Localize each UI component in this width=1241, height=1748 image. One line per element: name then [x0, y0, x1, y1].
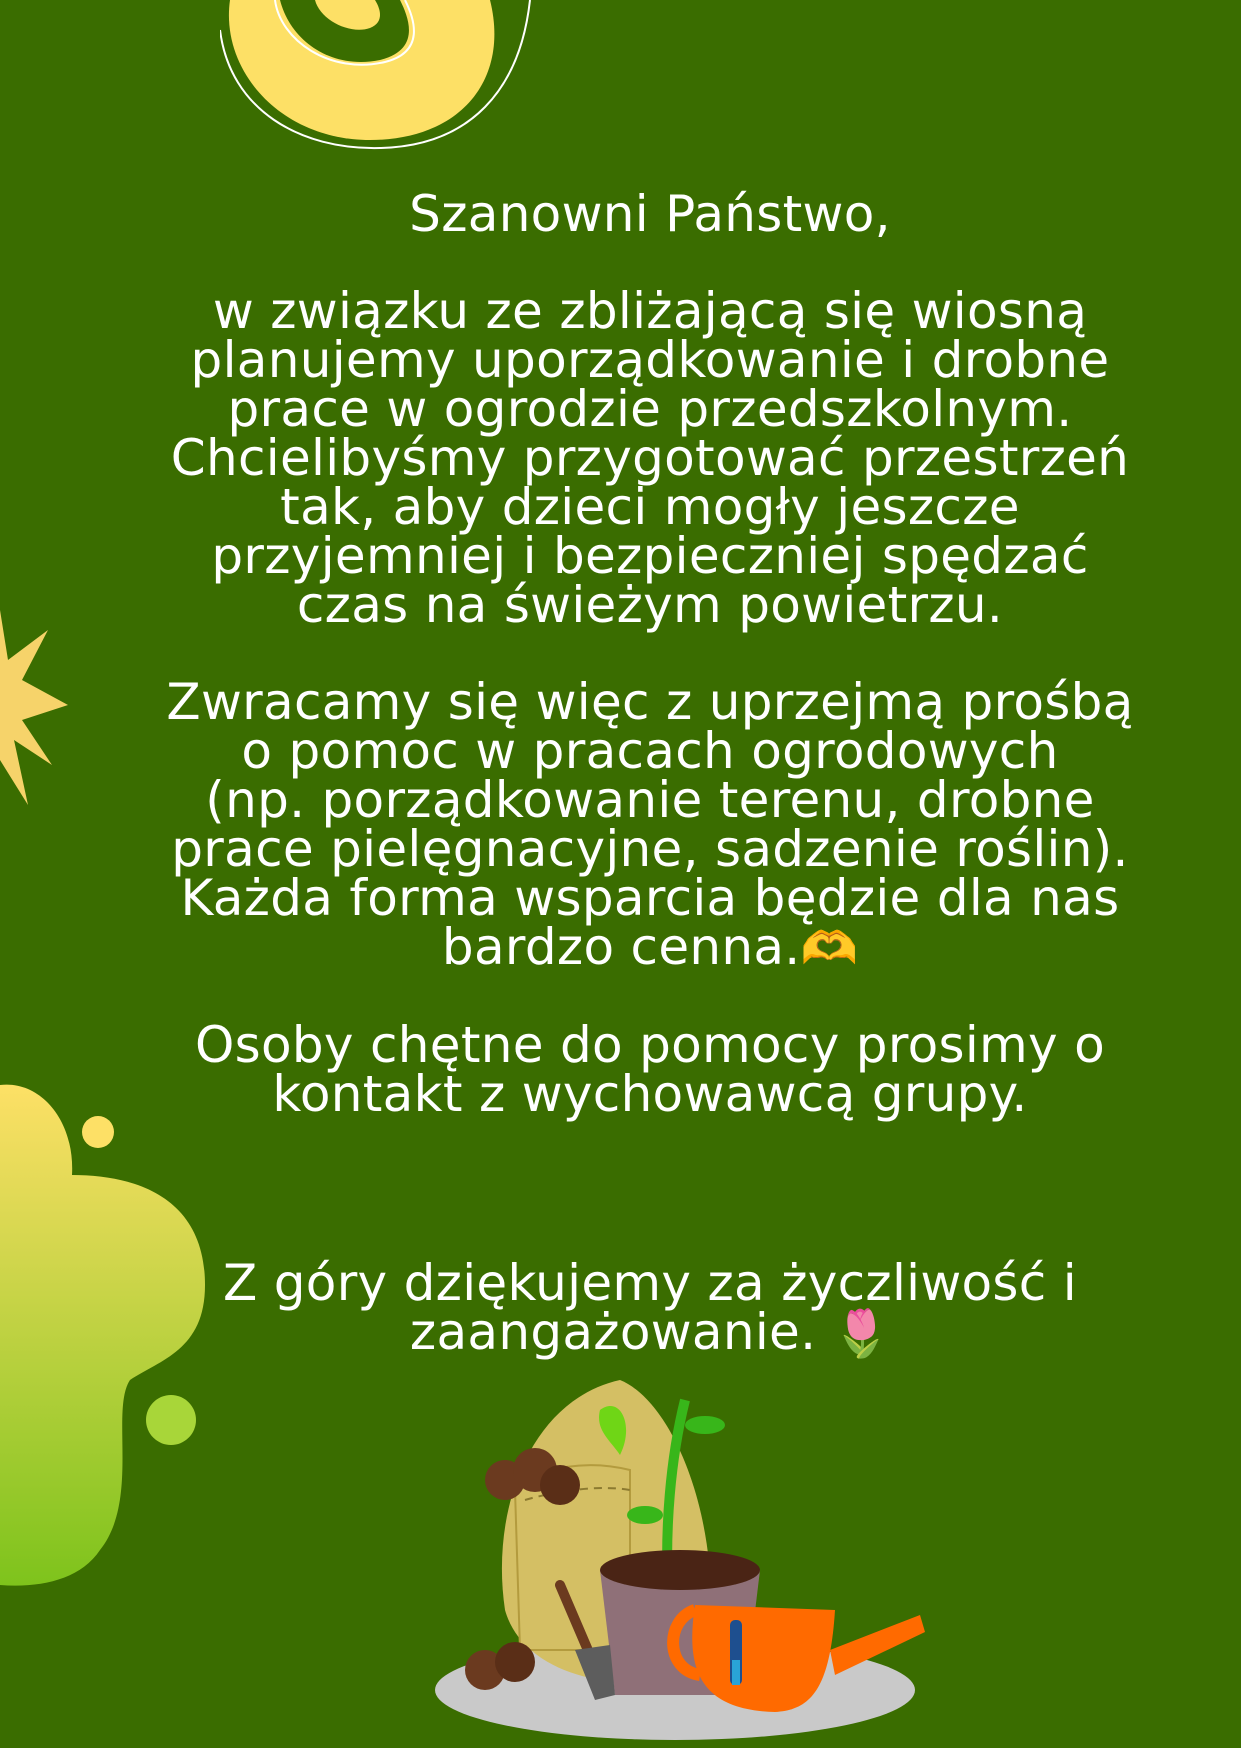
paragraph-help-request — [100, 673, 1200, 976]
paragraph1-line: w związku ze zbliżającą się wiosną — [212, 282, 1088, 340]
closing-thanks — [100, 1254, 1200, 1361]
paragraph3-line: kontakt z wychowawcą grupy. — [272, 1065, 1028, 1123]
sunburst-icon — [0, 600, 80, 820]
paragraph1-line: planujemy uporządkowanie i drobne — [190, 331, 1110, 389]
paragraph2-last-line — [100, 918, 1200, 976]
paragraph2-line: (np. porządkowanie terenu, drobne — [205, 771, 1095, 829]
paragraph-contact — [100, 1016, 1200, 1123]
closing-last-line — [100, 1303, 1200, 1361]
closing-line: zaangażowanie. — [409, 1303, 833, 1361]
paragraph1-line: tak, aby dzieci mogły jeszcze — [280, 478, 1020, 536]
paragraph2-line: prace pielęgnacyjne, sadzenie roślin). — [171, 820, 1129, 878]
paragraph2-line: Zwracamy się więc z uprzejmą prośbą — [166, 673, 1134, 731]
paragraph2-line: Każda forma wsparcia będzie dla nas — [180, 869, 1120, 927]
paragraph3-line: Osoby chętne do pomocy prosimy o — [194, 1016, 1106, 1074]
paragraph1-line: Chcielibyśmy przygotować przestrzeń — [170, 429, 1130, 487]
closing-line: Z góry dziękujemy za życzliwość i — [223, 1254, 1077, 1312]
greeting: Szanowni Państwo, — [409, 185, 891, 243]
garden-tools-illustration — [430, 1370, 940, 1748]
paragraph2-line: bardzo cenna. — [441, 918, 801, 976]
paragraph1-line: prace w ogrodzie przedszkolnym. — [227, 380, 1073, 438]
heart-hands-icon: 🫶 — [800, 921, 859, 975]
paragraph1-line: przyjemniej i bezpieczniej spędzać — [211, 527, 1089, 585]
paragraph-spring-plans — [100, 282, 1200, 634]
letter-body — [100, 185, 1200, 1361]
tulip-icon: 🌷 — [832, 1306, 891, 1360]
paragraph2-line: o pomoc w pracach ogrodowych — [241, 722, 1059, 780]
yellow-swirl-icon — [220, 0, 560, 160]
paragraph1-line: czas na świeżym powietrzu. — [296, 576, 1004, 634]
